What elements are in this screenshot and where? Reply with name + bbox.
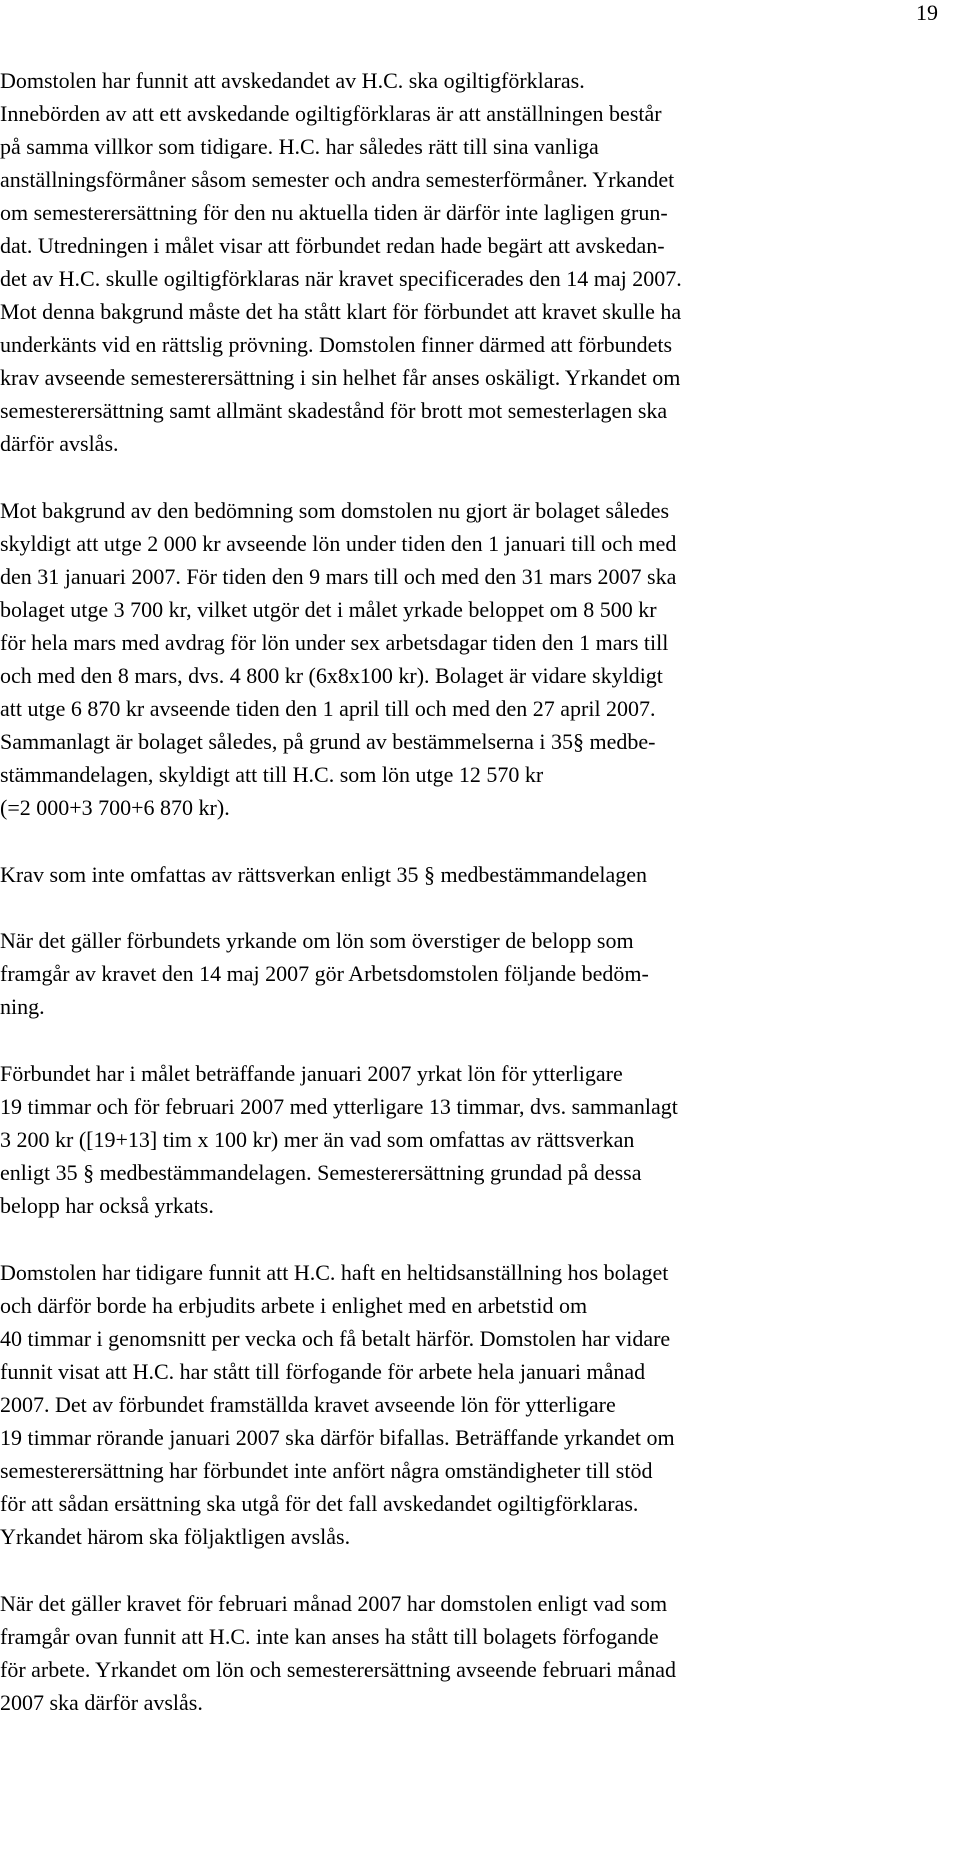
paragraphs-before-heading <box>0 64 956 824</box>
text-line: skyldigt att utge 2 000 kr avseende lön under tiden den 1 januari till och med <box>0 531 677 556</box>
page-number: 19 <box>916 0 938 25</box>
text-line: underkänts vid en rättslig prövning. Domstolen finner därmed att förbundets <box>0 332 673 357</box>
text-line: 40 timmar i genomsnitt per vecka och få betalt härför. Domstolen har vidare <box>0 1326 671 1351</box>
text-line: Innebörden av att ett avskedande ogiltigförklaras är att anställningen består <box>0 101 662 126</box>
paragraph <box>0 1256 956 1553</box>
text-line: ning. <box>0 994 45 1019</box>
text-line: 2007 ska därför avslås. <box>0 1690 203 1715</box>
text-line: När det gäller kravet för februari månad 2007 har domstolen enligt vad som <box>0 1591 668 1616</box>
text-line: Domstolen har tidigare funnit att H.C. haft en heltidsanställning hos bolaget <box>0 1260 669 1285</box>
text-line: (=2 000+3 700+6 870 kr). <box>0 795 230 820</box>
text-line: anställningsförmåner såsom semester och andra semesterförmåner. Yrkandet <box>0 167 675 192</box>
document-body <box>0 64 956 1753</box>
text-line: 3 200 kr ([19+13] tim x 100 kr) mer än vad som omfattas av rättsverkan <box>0 1127 635 1152</box>
text-line: Yrkandet härom ska följaktligen avslås. <box>0 1524 351 1549</box>
text-line: Domstolen har funnit att avskedandet av H.C. ska ogiltigförklaras. <box>0 68 585 93</box>
text-line: belopp har också yrkats. <box>0 1193 214 1218</box>
text-line: Mot denna bakgrund måste det ha stått klart för förbundet att kravet skulle ha <box>0 299 682 324</box>
section-heading: Krav som inte omfattas av rättsverkan enligt 35 § medbestämmandelagen <box>0 862 647 887</box>
paragraph <box>0 64 956 460</box>
text-line: framgår ovan funnit att H.C. inte kan anses ha stått till bolagets förfogande <box>0 1624 659 1649</box>
text-line: och därför borde ha erbjudits arbete i enlighet med en arbetstid om <box>0 1293 588 1318</box>
paragraph <box>0 1057 956 1222</box>
text-line: 19 timmar och för februari 2007 med ytterligare 13 timmar, dvs. sammanlagt <box>0 1094 678 1119</box>
paragraph <box>0 1587 956 1719</box>
text-line: När det gäller förbundets yrkande om lön som överstiger de belopp som <box>0 928 634 953</box>
text-line: Mot bakgrund av den bedömning som domstolen nu gjort är bolaget således <box>0 498 670 523</box>
text-line: 2007. Det av förbundet framställda kravet avseende lön för ytterligare <box>0 1392 616 1417</box>
paragraph <box>0 494 956 824</box>
text-line: om semesterersättning för den nu aktuella tiden är därför inte lagligen grun- <box>0 200 668 225</box>
text-line: på samma villkor som tidigare. H.C. har således rätt till sina vanliga <box>0 134 599 159</box>
text-line: därför avslås. <box>0 431 119 456</box>
paragraphs-after-heading <box>0 924 956 1719</box>
text-line: bolaget utge 3 700 kr, vilket utgör det i målet yrkade beloppet om 8 500 kr <box>0 597 657 622</box>
text-line: 19 timmar rörande januari 2007 ska därför bifallas. Beträffande yrkandet om <box>0 1425 675 1450</box>
text-line: för hela mars med avdrag för lön under sex arbetsdagar tiden den 1 mars till <box>0 630 669 655</box>
text-line: funnit visat att H.C. har stått till förfogande för arbete hela januari månad <box>0 1359 646 1384</box>
text-line: och med den 8 mars, dvs. 4 800 kr (6x8x100 kr). Bolaget är vidare skyldigt <box>0 663 663 688</box>
text-line: framgår av kravet den 14 maj 2007 gör Arbetsdomstolen följande bedöm- <box>0 961 649 986</box>
text-line: semesterersättning samt allmänt skadestånd för brott mot semesterlagen ska <box>0 398 668 423</box>
text-line: att utge 6 870 kr avseende tiden den 1 april till och med den 27 april 2007. <box>0 696 656 721</box>
paragraph <box>0 924 956 1023</box>
text-line: enligt 35 § medbestämmandelagen. Semesterersättning grundad på dessa <box>0 1160 642 1185</box>
text-line: krav avseende semesterersättning i sin helhet får anses oskäligt. Yrkandet om <box>0 365 681 390</box>
text-line: dat. Utredningen i målet visar att förbundet redan hade begärt att avskedan- <box>0 233 665 258</box>
text-line: för arbete. Yrkandet om lön och semesterersättning avseende februari månad <box>0 1657 677 1682</box>
text-line: för att sådan ersättning ska utgå för det fall avskedandet ogiltigförklaras. <box>0 1491 639 1516</box>
text-line: den 31 januari 2007. För tiden den 9 mars till och med den 31 mars 2007 ska <box>0 564 677 589</box>
text-line: det av H.C. skulle ogiltigförklaras när kravet specificerades den 14 maj 2007. <box>0 266 682 291</box>
text-line: Sammanlagt är bolaget således, på grund av bestämmelserna i 35§ medbe- <box>0 729 656 754</box>
text-line: semesterersättning har förbundet inte anfört några omständigheter till stöd <box>0 1458 653 1483</box>
text-line: Förbundet har i målet beträffande januari 2007 yrkat lön för ytterligare <box>0 1061 623 1086</box>
text-line: stämmandelagen, skyldigt att till H.C. som lön utge 12 570 kr <box>0 762 544 787</box>
